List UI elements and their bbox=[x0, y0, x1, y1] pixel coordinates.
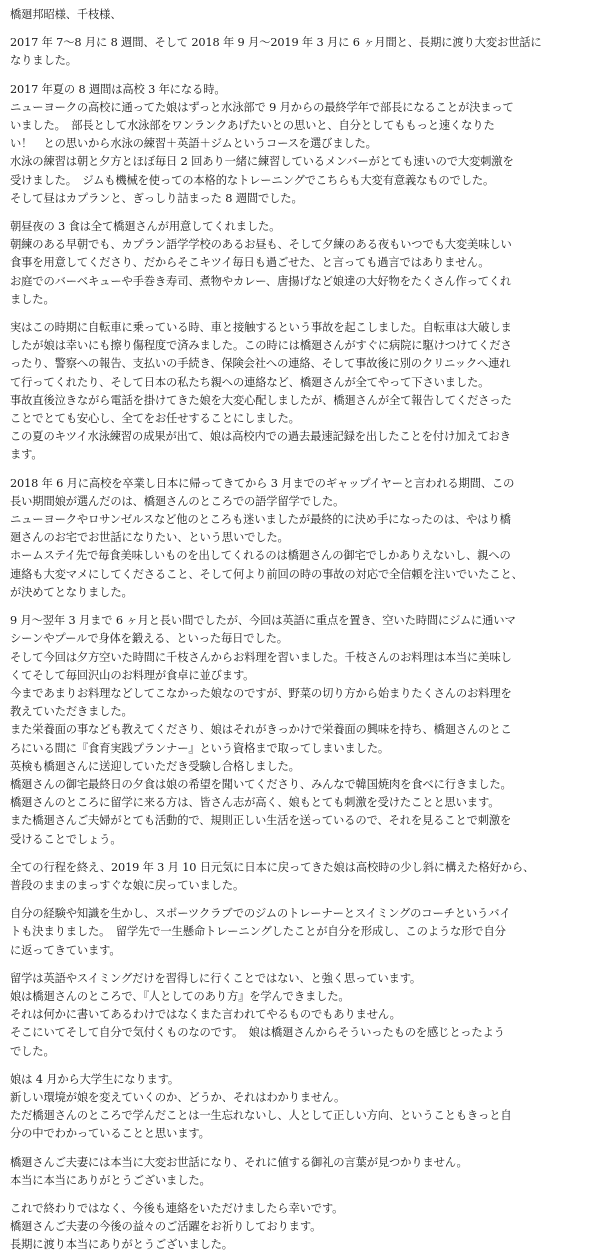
text-line: 普段のままのまっすぐな娘に戻っていました。 bbox=[10, 878, 245, 892]
text-line: くてそして毎回沢山のお料理が食卓に並びます。 bbox=[10, 668, 255, 682]
text-line: 廻さんのお宅でお世話になりたい、という思いでした。 bbox=[10, 531, 289, 545]
text-line: が決めてとなりました。 bbox=[10, 585, 133, 599]
letter-paragraph bbox=[10, 970, 590, 1061]
text-line: に返ってきています。 bbox=[10, 943, 121, 957]
text-line: 英検も橋廻さんに送迎していただき受験し合格しました。 bbox=[10, 759, 300, 773]
letter-paragraph bbox=[10, 319, 590, 465]
text-line: いました。 部長として水泳部をワンランクあげたいとの思いと、自分としてももっと速くなりた bbox=[10, 119, 495, 133]
text-line: 橋廻さんご夫妻の今後の益々のご活躍をお祈りしております。 bbox=[10, 1220, 322, 1234]
text-line: 長期に渡り本当にありがとうございました。 bbox=[10, 1238, 233, 1252]
text-line: 水泳の練習は朝と夕方とほぼ毎日 2 回あり一緒に練習しているメンバーがとても速いので大変刺激を bbox=[10, 155, 514, 169]
closing-paragraph bbox=[10, 1200, 590, 1255]
letter-paragraph bbox=[10, 34, 590, 70]
text-line: 分の中でわかっていることと思います。 bbox=[10, 1127, 210, 1141]
text-line: ホームステイ先で毎食美味しいものを出してくれるのは橋廻さんの御宅でしかありえないし、親への bbox=[10, 549, 511, 563]
text-line: い！ との思いから水泳の練習＋英語＋ジムというコースを選びました。 bbox=[10, 137, 377, 151]
text-line: 娘は 4 月から大学生になります。 bbox=[10, 1072, 180, 1086]
text-line: 長い期間娘が選んだのは、橋廻さんのところでの語学留学でした。 bbox=[10, 494, 345, 508]
text-line: また栄養面の事なども教えてくださり、娘はそれがきっかけで栄養面の興味を持ち、橋廻さんのとこ bbox=[10, 723, 512, 737]
text-line: 受けました。 ジムも機械を使っての本格的なトレーニングでこちらも大変有意義なものでした。 bbox=[10, 173, 495, 187]
text-line: 橋廻さんの御宅最終日の夕食は娘の希望を聞いてくださり、みんなで韓国焼肉を食べに行きました。 bbox=[10, 777, 512, 791]
text-line: また橋廻さんご夫婦がとても活動的で、規則正しい生活を送っているので、それを見ることで刺激を bbox=[10, 814, 512, 828]
letter-paragraph bbox=[10, 475, 590, 602]
text-line: ました。 bbox=[10, 292, 55, 306]
text-line: シーンやプールで身体を鍛える、といった毎日でした。 bbox=[10, 632, 288, 646]
letter-paragraph bbox=[10, 859, 590, 895]
text-line: 2017 年 7～8 月に 8 週間、そして 2018 年 9 月～2019 年 3 月に 6 ヶ月間と、長期に渡り大変お世話に bbox=[10, 36, 542, 50]
text-line: 朝昼夜の 3 食は全て橋廻さんが用意してくれました。 bbox=[10, 220, 281, 234]
text-line: そして昼はカプランと、ぎっしり詰まった 8 週間でした。 bbox=[10, 191, 303, 205]
text-line: 留学は英語やスイミングだけを習得しに行くことではない、と強く思っています。 bbox=[10, 971, 422, 985]
text-line: 2017 年夏の 8 週間は高校 3 年になる時。 bbox=[10, 82, 226, 96]
text-line: 橋廻さんのところに留学に来る方は、皆さん志が高く、娘もとても刺激を受けたことと思います。 bbox=[10, 796, 500, 810]
text-line: 全ての行程を終え、2019 年 3 月 10 日元気に日本に戻ってきた娘は高校時の少し斜に構えた格好から、 bbox=[10, 860, 535, 874]
text-line: でした。 bbox=[10, 1044, 55, 1058]
text-line: お庭でのバーベキューや手巻き寿司、煮物やカレー、唐揚げなど娘達の大好物をたくさん作ってくれ bbox=[10, 274, 512, 288]
salutation bbox=[10, 6, 590, 24]
letter-paragraph bbox=[10, 1071, 590, 1144]
letter-paragraph bbox=[10, 218, 590, 309]
text-line: 本当に本当にありがとうございました。 bbox=[10, 1173, 211, 1187]
text-line: ます。 bbox=[10, 448, 43, 462]
text-line: これで終わりではなく、今後も連絡をいただけましたら幸いです。 bbox=[10, 1201, 344, 1215]
text-line: 自分の経験や知識を生かし、スポーツクラブでのジムのトレーナーとスイミングのコーチというバイ bbox=[10, 907, 511, 921]
text-line: 橋廻邦昭様、千枝様、 bbox=[10, 8, 122, 21]
text-line: 連絡も大変マメにしてくださること、そして何より前回の時の事故の対応で全信頼を注いでいたこと、 bbox=[10, 567, 523, 581]
letter-paragraph bbox=[10, 1154, 590, 1190]
text-line: 今まであまりお料理などしてこなかった娘なのですが、野菜の切り方から始まりたくさんのお料理を bbox=[10, 686, 512, 700]
text-line: 実はこの時期に自転車に乗っている時、車と接触するという事故を起こしました。自転車は大破しま bbox=[10, 321, 512, 335]
text-line: したが娘は幸いにも擦り傷程度で済みました。この時には橋廻さんがすぐに病院に駆けつけてくださ bbox=[10, 339, 512, 353]
text-line: そして今回は夕方空いた時間に千枝さんからお料理を習いました。千枝さんのお料理は本当に美味し bbox=[10, 650, 512, 664]
text-line: なりました。 bbox=[10, 54, 77, 68]
text-line: ったり、警察への報告、支払いの手続き、保険会社への連絡、そして事故後に別のクリニックへ連れ bbox=[10, 357, 511, 371]
text-line: ニューヨークやロサンゼルスなど他のところも迷いましたが最終的に決め手になったのは、やはり橋 bbox=[10, 513, 511, 527]
text-line: ろにいる間に『食育実践プランナー』という資格まで取ってしまいました。 bbox=[10, 741, 389, 755]
text-line: それは何かに書いてあるわけではなくまた言われてやるものでもありません。 bbox=[10, 1008, 401, 1022]
text-line: そこにいてそして自分で気付くものなのです。 娘は橋廻さんからそういったものを感じとったよう bbox=[10, 1026, 505, 1040]
text-line: 食事を用意してくださり、だからそこキツイ毎日も過ごせた、と言っても過言ではありません。 bbox=[10, 256, 490, 270]
text-line: 橋廻さんご夫妻には本当に大変お世話になり、それに値する御礼の言葉が見つかりません。 bbox=[10, 1155, 468, 1169]
text-line: 事故直後泣きながら電話を掛けてきた娘を大変心配しましたが、橋廻さんが全て報告してくださった bbox=[10, 393, 512, 407]
text-line: トも決まりました。 留学先で一生懸命トレーニングしたことが自分を形成し、このような形で自分 bbox=[10, 925, 506, 939]
text-line: 新しい環境が娘を変えていくのか、どうか、それはわかりません。 bbox=[10, 1090, 346, 1104]
text-line: ただ橋廻さんのところで学んだことは一生忘れないし、人として正しい方向、ということもきっと自 bbox=[10, 1109, 512, 1123]
text-line: 娘は橋廻さんのところで、『人としてのあり方』を学んできました。 bbox=[10, 989, 350, 1003]
text-line: ことでとても安心し、全てをお任せすることにしました。 bbox=[10, 412, 300, 426]
letter-paragraph bbox=[10, 612, 590, 849]
letter-paragraph bbox=[10, 81, 590, 208]
text-line: 朝練のある早朝でも、カプラン語学学校のあるお昼も、そして夕練のある夜もいつでも大変美味しい bbox=[10, 238, 512, 252]
text-line: 受けることでしょう。 bbox=[10, 832, 122, 846]
text-line: 教えていただきました。 bbox=[10, 705, 133, 719]
text-line: この夏のキツイ水泳練習の成果が出て、娘は高校内での過去最速記録を出したことを付け加えておき bbox=[10, 430, 511, 444]
text-line: ニューヨークの高校に通ってた娘はずっと水泳部で 9 月からの最終学年で部長になることが決まって bbox=[10, 100, 514, 114]
letter-paragraph bbox=[10, 905, 590, 960]
text-line: て行ってくれたり、そして日本の私たち親への連絡など、橋廻さんが全てやって下さいました。 bbox=[10, 375, 490, 389]
text-line: 9 月～翌年 3 月まで 6 ヶ月と長い間でしたが、今回は英語に重点を置き、空いた時間にジムに通いマ bbox=[10, 614, 516, 628]
text-line: 2018 年 6 月に高校を卒業し日本に帰ってきてから 3 月までのギャップイヤーと言われる期間、この bbox=[10, 476, 515, 490]
